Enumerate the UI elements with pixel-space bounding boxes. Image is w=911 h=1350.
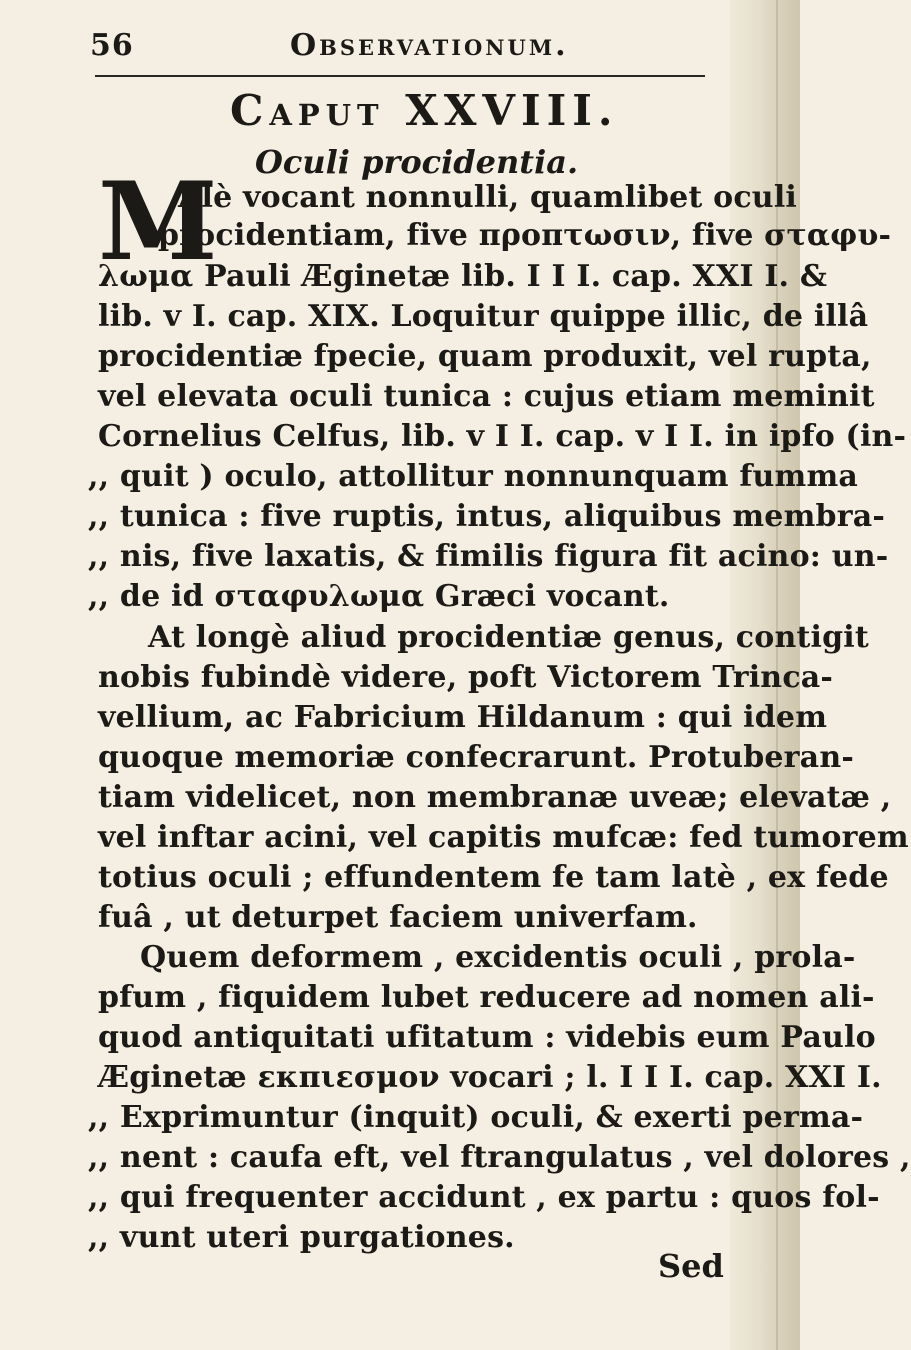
- text-line: fuâ , ut deturpet faciem univerfam.: [98, 900, 698, 935]
- text-line: Cornelius Celfus, lib. v I I. cap. v I I. in ipfo (in-: [98, 419, 907, 454]
- text-line: At longè aliud procidentiæ genus, contigit: [148, 620, 869, 655]
- page-number: 56: [90, 28, 134, 63]
- catchword: Sed: [658, 1247, 724, 1285]
- drop-cap: M: [98, 159, 218, 285]
- header-rule: [95, 75, 705, 77]
- text-line: ,, nis, five laxatis, & fimilis figura fit acino: un-: [88, 539, 889, 574]
- text-line: vel inftar acini, vel capitis mufcæ: fed tumorem: [98, 820, 909, 855]
- text-line: ,, Exprimuntur (inquit) oculi, & exerti perma-: [88, 1100, 864, 1135]
- text-line: Alè vocant nonnulli, quamlibet oculi: [178, 180, 798, 215]
- running-title: Observationum.: [290, 28, 569, 63]
- chapter-subtitle: Oculi procidentia.: [255, 143, 579, 181]
- chapter-heading: Caput XXVIII.: [230, 86, 619, 135]
- text-line: nobis fubindè videre, poft Victorem Trinca-: [98, 660, 834, 695]
- text-line: vel elevata oculi tunica : cujus etiam meminit: [98, 379, 875, 414]
- text-line: ,, de id σταφυλωμα Græci vocant.: [88, 579, 670, 614]
- text-line: procidentiam, five προπτωσιν, five σταφυ-: [158, 218, 892, 253]
- text-line: tiam videlicet, non membranæ uveæ; elevatæ ,: [98, 780, 892, 815]
- text-line: procidentiæ fpecie, quam produxit, vel rupta,: [98, 339, 872, 374]
- text-line: ,, nent : caufa eft, vel ftrangulatus , vel dolores ,: [88, 1140, 911, 1175]
- text-line: ,, quit ) oculo, attollitur nonnunquam fumma: [88, 459, 859, 494]
- text-line: pfum , fiquidem lubet reducere ad nomen ali-: [98, 980, 875, 1015]
- text-line: lib. v I. cap. XIX. Loquitur quippe illic, de illâ: [98, 299, 869, 334]
- text-line: Æginetæ εκπιεσμον vocari ; l. I I I. cap. XXI I.: [98, 1060, 882, 1095]
- text-line: ,, vunt uteri purgationes.: [88, 1220, 515, 1255]
- text-line: totius oculi ; effundentem fe tam latè , ex fede: [98, 860, 889, 895]
- text-line: ,, qui frequenter accidunt , ex partu : quos fol-: [88, 1180, 880, 1215]
- text-line: quoque memoriæ confecrarunt. Protuberan-: [98, 740, 854, 775]
- text-line: ,, tunica : five ruptis, intus, aliquibus membra-: [88, 499, 886, 534]
- text-line: vellium, ac Fabricium Hildanum : qui idem: [98, 700, 828, 735]
- text-line: Quem deformem , excidentis oculi , prola-: [140, 940, 856, 975]
- text-line: quod antiquitati ufitatum : videbis eum Paulo: [98, 1020, 876, 1055]
- text-line: λωμα Pauli Æginetæ lib. I I I. cap. XXI I. &: [98, 259, 828, 294]
